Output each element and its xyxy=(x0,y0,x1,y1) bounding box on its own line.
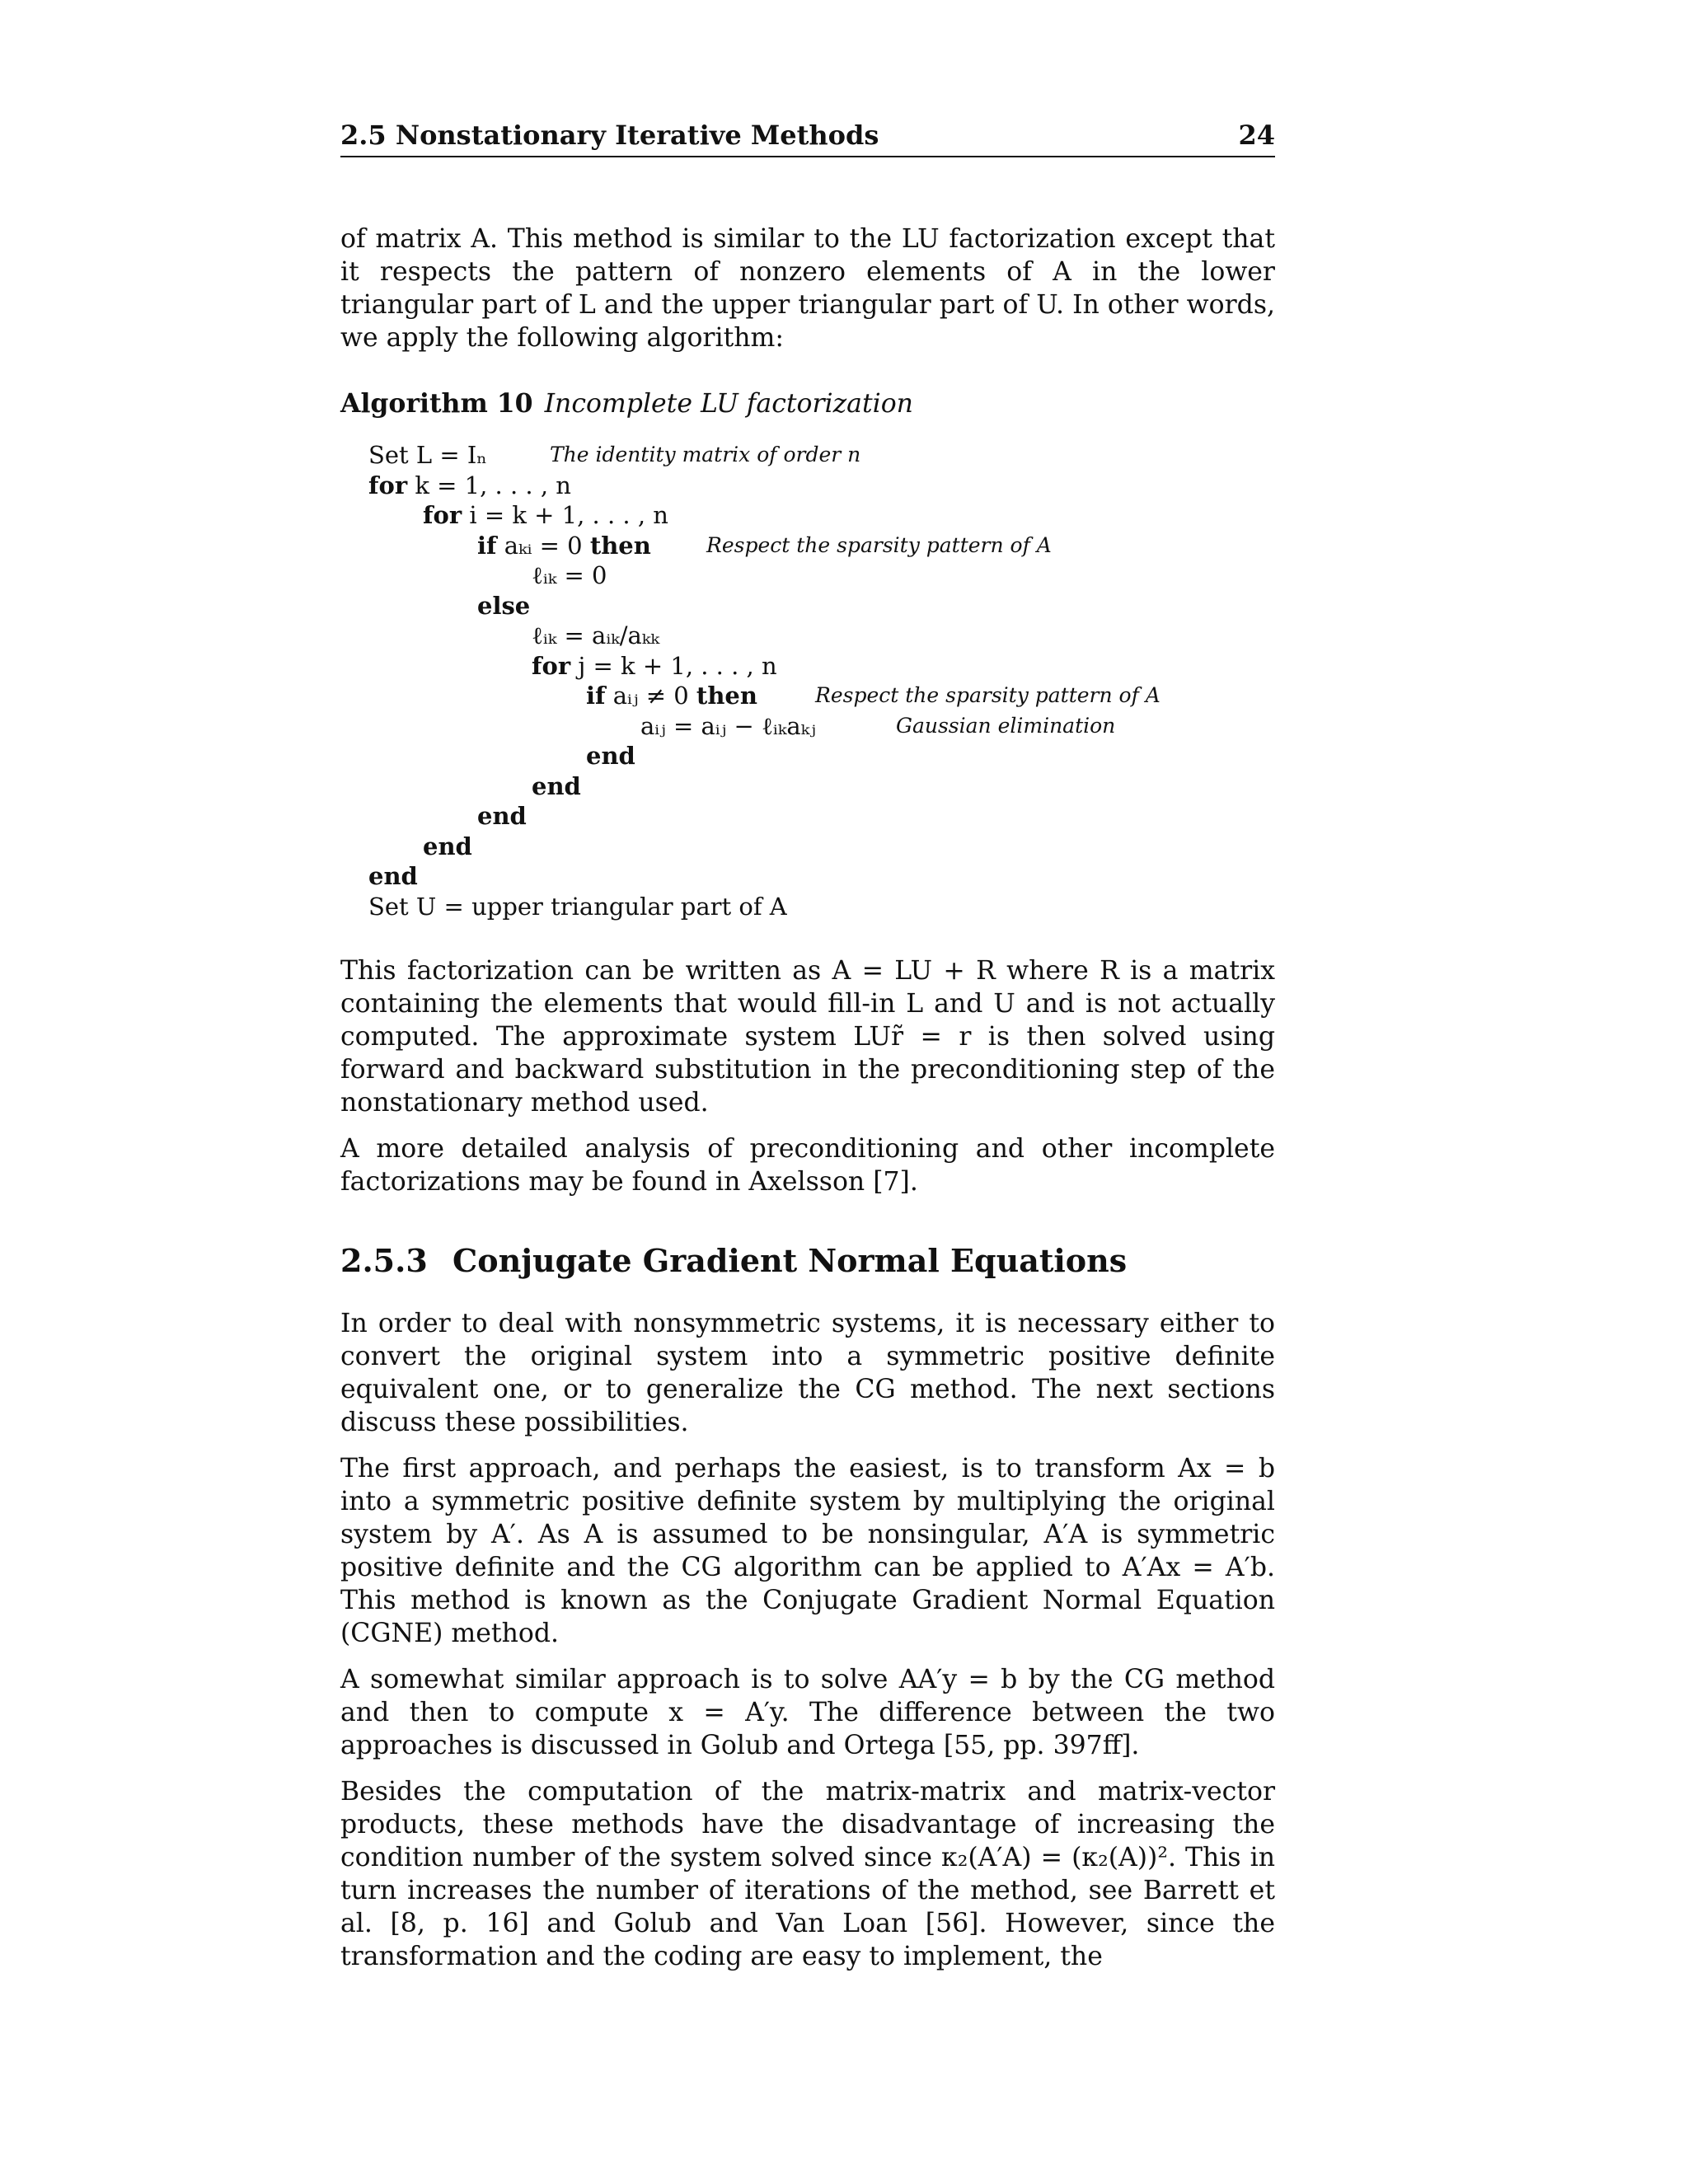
algo-line: for i = k + 1, . . . , n xyxy=(423,501,668,529)
algo-comment: Respect the sparsity pattern of A xyxy=(815,683,1160,707)
algo-comment: The identity matrix of order n xyxy=(550,443,861,466)
algo-line: end xyxy=(423,832,472,860)
factorization-paragraph: This factorization can be written as A = LU + R where R is a matrix containing the elements that would fill-in L and U and is not actually computed. The approximate system LUr̃ = r is then solved using forward and backward substitution in the preconditioning step of the nonstationary method used. xyxy=(340,956,1275,1118)
algo-line: Set L = Iₙ The identity matrix of order n xyxy=(368,441,861,469)
algo-line: Set U = upper triangular part of A xyxy=(368,892,787,921)
reference-paragraph: A more detailed analysis of preconditioning and other incomplete factorizations may be found in Axelsson [7]. xyxy=(340,1134,1275,1197)
algo-comment: Respect the sparsity pattern of A xyxy=(706,532,1052,557)
algorithm-block xyxy=(368,440,1275,921)
running-header xyxy=(340,120,1275,157)
algo-comment: Gaussian elimination xyxy=(896,713,1116,738)
algo-line: end xyxy=(532,771,581,800)
algo-line: end xyxy=(477,802,527,830)
algorithm-caption xyxy=(340,387,1275,420)
algo-line: else xyxy=(477,591,531,620)
algo-line: ℓᵢₖ = aᵢₖ/aₖₖ xyxy=(532,621,659,649)
section-heading xyxy=(340,1244,1275,1277)
algo-line: end xyxy=(586,742,635,770)
section-paragraph: Besides the computation of the matrix-matrix and matrix-vector products, these methods have the disadvantage of increasing the condition number of the system solved since κ₂(A′A) = (κ₂(A))². This in turn increases the number of iterations of the method, see Barrett et al. [8, p. 16] and Golub and Van Loan [56]. However, since the transformation and the coding are easy to implement, the xyxy=(340,1777,1275,1971)
algo-line: for j = k + 1, . . . , n xyxy=(532,651,777,680)
algorithm-title: Incomplete LU factorization xyxy=(544,389,913,419)
algorithm-label: Algorithm 10 xyxy=(340,388,533,419)
section-title: Conjugate Gradient Normal Equations xyxy=(452,1242,1128,1279)
algo-line: end xyxy=(368,862,418,890)
section-paragraph: A somewhat similar approach is to solve AA′y = b by the CG method and then to compute x = A′y. The difference between the two approaches is discussed in Golub and Ortega [55, pp. 397ff]. xyxy=(340,1665,1275,1760)
page-body xyxy=(340,223,1275,1986)
section-number: 2.5.3 xyxy=(340,1242,428,1279)
section-paragraph: In order to deal with nonsymmetric systems, it is necessary either to convert the original system into a symmetric positive definite equivalent one, or to generalize the CG method. The next sections discuss these possibilities. xyxy=(340,1309,1275,1437)
algo-line: ℓᵢₖ = 0 xyxy=(532,561,607,589)
header-section-title: 2.5 Nonstationary Iterative Methods xyxy=(340,120,879,151)
header-page-number: 24 xyxy=(1238,120,1275,151)
intro-paragraph: of matrix A. This method is similar to the LU factorization except that it respects the pattern of nonzero elements of A in the lower triangular part of L and the upper triangular part of U. In other words, we apply the following algorithm: xyxy=(340,224,1275,353)
section-paragraph: The first approach, and perhaps the easiest, is to transform Ax = b into a symmetric positive definite system by multiplying the original system by A′. As A is assumed to be nonsingular, A′A is symmetric positive definite and the CG algorithm can be applied to A′Ax = A′b. This method is known as the Conjugate Gradient Normal Equation (CGNE) method. xyxy=(340,1454,1275,1648)
algo-line: for k = 1, . . . , n xyxy=(368,471,571,499)
algo-line: if aₖᵢ = 0 then Respect the sparsity pattern of A xyxy=(477,531,1052,560)
algo-line: aᵢⱼ = aᵢⱼ − ℓᵢₖaₖⱼ Gaussian elimination xyxy=(640,711,1116,740)
algo-line: if aᵢⱼ ≠ 0 then Respect the sparsity pattern of A xyxy=(586,682,1160,710)
